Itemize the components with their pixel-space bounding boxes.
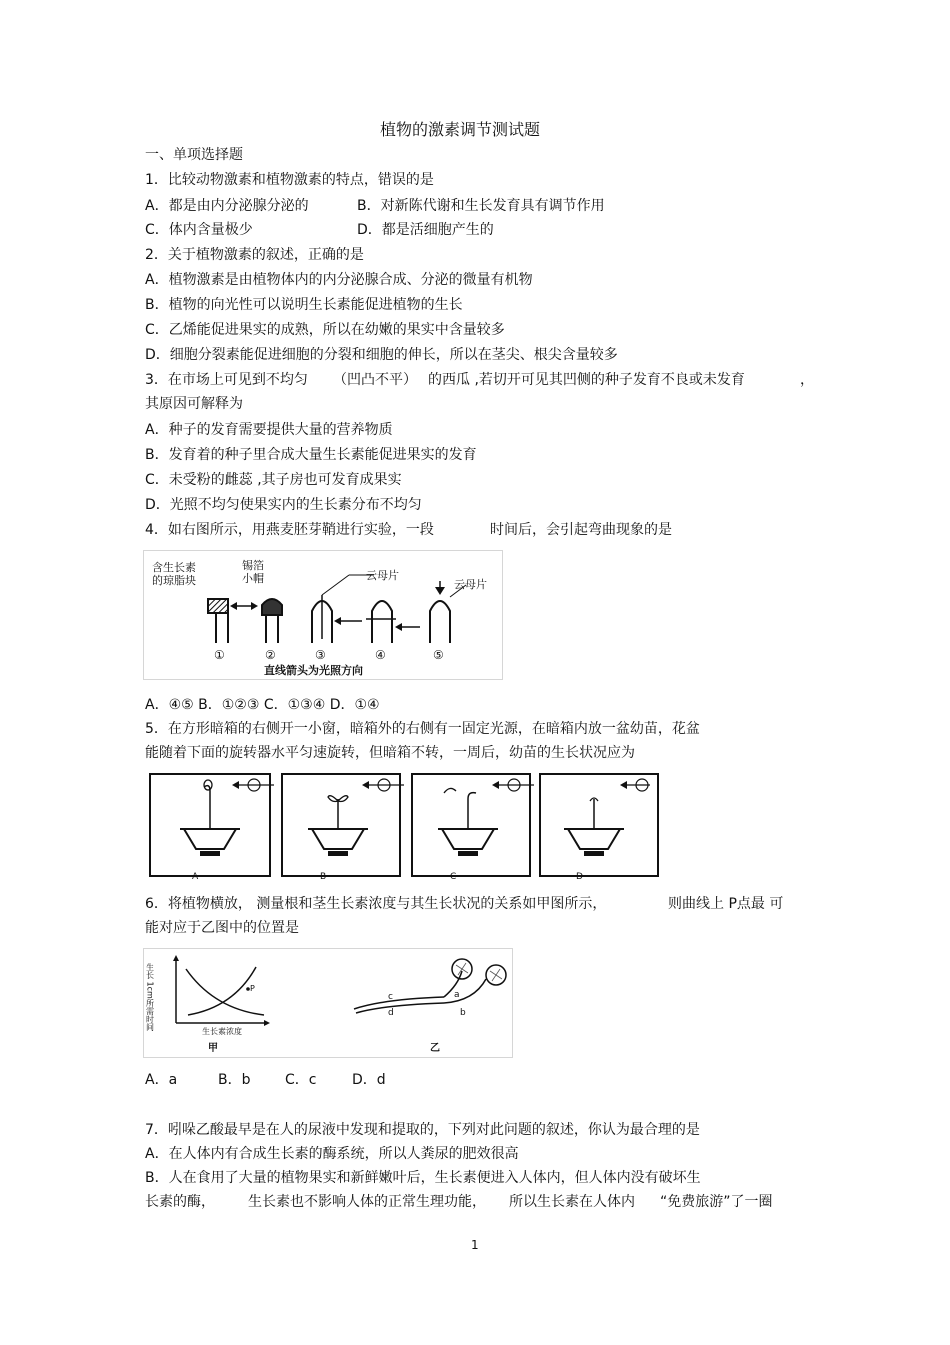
- q2-stem: 2．关于植物激素的叙述，正确的是: [145, 247, 364, 263]
- q5-stem-line1: 5．在方形暗箱的右侧开一小窗，暗箱外的右侧有一固定光源，在暗箱内放一盆幼苗，花盆: [145, 721, 700, 737]
- q6-option-c: C．c: [285, 1072, 317, 1088]
- q5-figure: [143, 770, 663, 884]
- q6-option-d: D．d: [352, 1072, 386, 1088]
- q3-stem-part3: 的西瓜 ,若切开可见其凹侧的种子发育不良或未发育: [428, 372, 745, 388]
- fig-num-5: ⑤: [433, 648, 444, 662]
- q2-option-b: B．植物的向光性可以说明生长素能促进植物的生长: [145, 297, 463, 313]
- fig-caption: 直线箭头为光照方向: [264, 664, 363, 677]
- fig-num-3: ③: [315, 648, 326, 662]
- page-number: 1: [471, 1238, 479, 1252]
- fig-label-agar-line2: 的琼脂块: [152, 574, 196, 587]
- q6-stem-line2: 能对应于乙图中的位置是: [145, 920, 299, 936]
- q4-stem-part1: 4．如右图所示，用燕麦胚芽鞘进行实验，一段: [145, 522, 434, 538]
- q7-option-b-line2-part3: 所以生长素在人体内: [509, 1194, 635, 1210]
- fig-x-axis-label: 生长素浓度: [202, 1027, 242, 1036]
- q2-option-d: D．细胞分裂素能促进细胞的分裂和细胞的伸长，所以在茎尖、根尖含量较多: [145, 347, 618, 363]
- q1-option-c: C．体内含量极少: [145, 222, 253, 238]
- q3-stem-part1: 3．在市场上可见到不均匀: [145, 372, 308, 388]
- fig-num-2: ②: [265, 648, 276, 662]
- q3-stem-part2: （凹凸不平）: [333, 372, 417, 388]
- page-title: 植物的激素调节测试题: [380, 120, 541, 139]
- q2-option-c: C．乙烯能促进果实的成熟，所以在幼嫩的果实中含量较多: [145, 322, 505, 338]
- q6-option-b: B．b: [218, 1072, 251, 1088]
- fig-label-foil-line1: 锡箔: [242, 559, 264, 572]
- q6-figure: [143, 948, 513, 1058]
- q1-option-d: D．都是活细胞产生的: [357, 222, 494, 238]
- q7-option-b-line1: B．人在食用了大量的植物果实和新鲜嫩叶后，生长素便进入人体内，但人体内没有破坏生: [145, 1170, 701, 1186]
- q3-stem-part4: ，: [800, 372, 814, 388]
- fig-point-a: a: [454, 990, 460, 1000]
- fig-point-d: d: [388, 1008, 394, 1018]
- fig-label-mica-1: 云母片: [366, 569, 399, 582]
- fig-point-c: c: [388, 992, 393, 1002]
- fig-y-axis-label: 生长 1cm所需时间: [145, 963, 155, 1031]
- fig-label-mica-2: 云母片: [454, 578, 487, 591]
- q1-option-b: B．对新陈代谢和生长发育具有调节作用: [357, 198, 605, 214]
- q3-option-c: C．未受粉的雌蕊 ,其子房也可发育成果实: [145, 472, 402, 488]
- q3-stem-line2: 其原因可解释为: [145, 396, 243, 412]
- q3-option-a: A．种子的发育需要提供大量的营养物质: [145, 422, 393, 438]
- q6-option-a: A．a: [145, 1072, 178, 1088]
- fig-label-jia: 甲: [208, 1043, 218, 1054]
- q7-option-a: A．在人体内有合成生长素的酶系统，所以人粪尿的肥效很高: [145, 1146, 519, 1162]
- fig-label-agar-line1: 含生长素: [152, 561, 196, 574]
- fig-point-b: b: [460, 1008, 466, 1018]
- q5-stem-line2: 能随着下面的旋转器水平匀速旋转，但暗箱不转，一周后，幼苗的生长状况应为: [145, 745, 635, 761]
- section-heading: 一、单项选择题: [145, 147, 243, 163]
- fig-label-d: D: [576, 872, 583, 882]
- q6-stem-part1: 6．将植物横放， 测量根和茎生长素浓度与其生长状况的关系如甲图所示，: [145, 896, 607, 912]
- fig-label-b: B: [320, 872, 327, 882]
- q2-option-a: A．植物激素是由植物体内的内分泌腺合成、分泌的微量有机物: [145, 272, 533, 288]
- q6-stem-part2: 则曲线上 P点最 可: [668, 896, 784, 912]
- fig-num-1: ①: [214, 648, 225, 662]
- q4-options: A．④⑤ B．①②③ C．①③④ D．①④: [145, 697, 380, 713]
- q7-stem: 7．吲哚乙酸最早是在人的尿液中发现和提取的，下列对此问题的叙述，你认为最合理的是: [145, 1122, 700, 1138]
- q7-option-b-line2-part4: “免费旅游”了一圈: [660, 1194, 773, 1210]
- fig-point-p: P: [250, 984, 255, 993]
- fig-label-foil-line2: 小帽: [242, 572, 264, 585]
- q4-stem-part2: 时间后，会引起弯曲现象的是: [490, 522, 672, 538]
- q4-figure: [143, 550, 503, 680]
- q3-option-d: D．光照不均匀使果实内的生长素分布不均匀: [145, 497, 422, 513]
- q1-stem: 1．比较动物激素和植物激素的特点，错误的是: [145, 172, 434, 188]
- fig-num-4: ④: [375, 648, 386, 662]
- fig-label-c: C: [450, 872, 457, 882]
- q3-option-b: B．发育着的种子里合成大量生长素能促进果实的发育: [145, 447, 477, 463]
- q7-option-b-line2-part2: 生长素也不影响人体的正常生理功能，: [248, 1194, 486, 1210]
- fig-label-a: A: [192, 872, 199, 882]
- fig-label-yi: 乙: [430, 1043, 440, 1054]
- q1-option-a: A．都是由内分泌腺分泌的: [145, 198, 309, 214]
- q7-option-b-line2-part1: 长素的酶，: [145, 1194, 215, 1210]
